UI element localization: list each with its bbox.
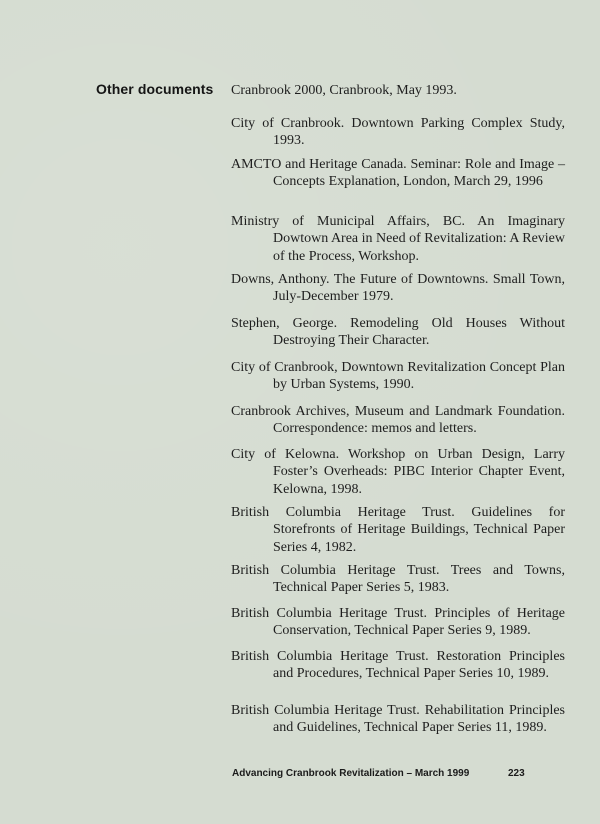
reference-item: Ministry of Municipal Affairs, BC. An Imaginary Dowtown Area in Need of Revitalization: A Review of the Process, Workshop. [231,214,565,264]
reference-item: City of Cranbrook, Downtown Revitalization Concept Plan by Urban Systems, 1990. [231,360,565,393]
reference-item: Stephen, George. Remodeling Old Houses Without Destroying Their Character. [231,316,565,349]
reference-item: Downs, Anthony. The Future of Downtowns. Small Town, July-December 1979. [231,272,565,305]
section-heading: Other documents [96,81,214,97]
footer-title: Advancing Cranbrook Revitalization – March 1999 [232,768,470,779]
reference-item: City of Kelowna. Workshop on Urban Design, Larry Foster’s Overheads: PIBC Interior Chapter Event, Kelowna, 1998. [231,447,565,497]
reference-item: British Columbia Heritage Trust. Rehabilitation Principles and Guidelines, Technical Paper Series 11, 1989. [231,703,565,736]
reference-item: Cranbrook 2000, Cranbrook, May 1993. [231,83,457,98]
reference-item: British Columbia Heritage Trust. Guidelines for Storefronts of Heritage Buildings, Technical Paper Series 4, 1982. [231,505,565,555]
reference-item: AMCTO and Heritage Canada. Seminar: Role and Image – Concepts Explanation, London, March 29, 1996 [231,157,565,190]
reference-item: British Columbia Heritage Trust. Principles of Heritage Conservation, Technical Paper Series 9, 1989. [231,606,565,639]
reference-item: City of Cranbrook. Downtown Parking Complex Study, 1993. [231,116,565,149]
page-number: 223 [508,768,525,779]
reference-item: British Columbia Heritage Trust. Restoration Principles and Procedures, Technical Paper Series 10, 1989. [231,649,565,682]
reference-item: Cranbrook Archives, Museum and Landmark Foundation. Correspondence: memos and letters. [231,404,565,437]
reference-item: British Columbia Heritage Trust. Trees and Towns, Technical Paper Series 5, 1983. [231,563,565,596]
